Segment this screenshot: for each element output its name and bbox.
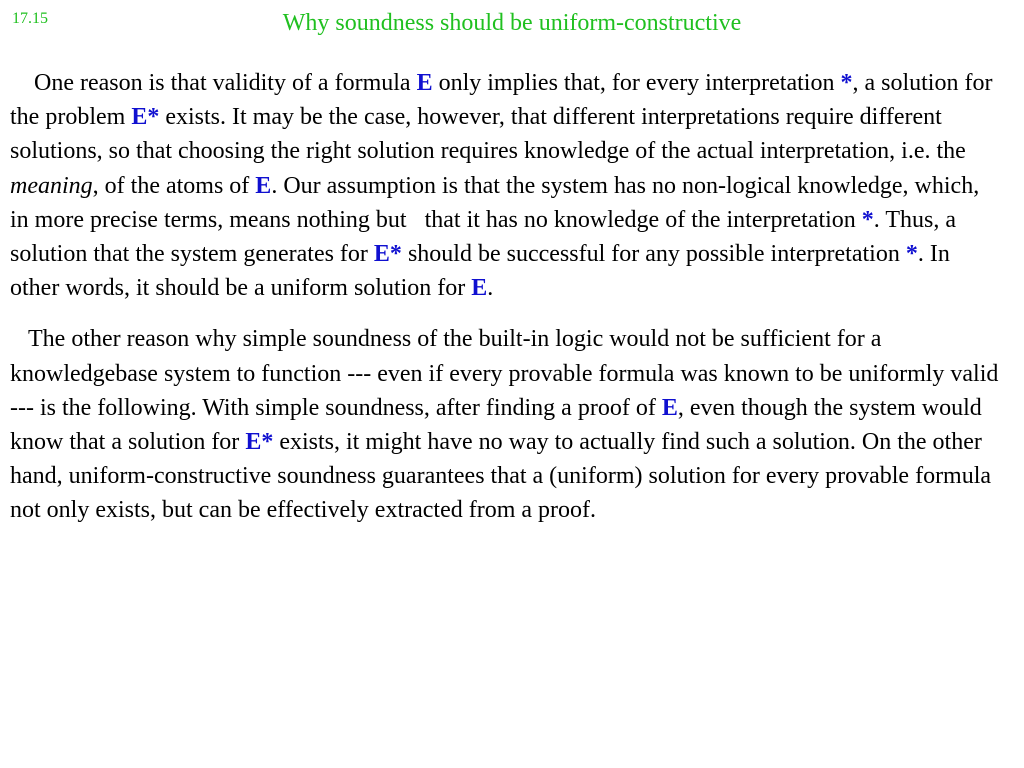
paragraph-1 xyxy=(10,66,1000,305)
slide-number: 17.15 xyxy=(12,10,48,27)
highlighted-symbol: E* xyxy=(245,429,274,456)
text-run: only implies that, for every interpretation xyxy=(432,70,841,96)
highlighted-symbol: * xyxy=(861,206,874,233)
slide-body xyxy=(10,66,1005,545)
text-run: , of the atoms of xyxy=(92,172,256,199)
highlighted-symbol: * xyxy=(840,70,853,96)
highlighted-symbol: E xyxy=(255,172,272,199)
text-run: One reason is that validity of a formula xyxy=(10,70,417,96)
highlighted-symbol: * xyxy=(905,241,918,268)
slide-title: Why soundness should be uniform-constructive xyxy=(282,10,742,36)
highlighted-symbol: E* xyxy=(131,104,160,131)
highlighted-symbol: E xyxy=(471,275,488,302)
text-run: . Our assumption is that the system has no non-logical knowledge, which, in more precise terms, means nothing but that it has no knowledge of the interpretation xyxy=(10,172,986,233)
text-run: The other reason why simple soundness of the built-in logic would not be sufficient for a knowledgebase system to function --- even if every provable formula was known to be uniformly valid --- is the following. With simple soundness, after finding a proof of xyxy=(10,326,1005,421)
text-run: , a solution for the problem xyxy=(10,70,999,131)
text-run: . In other words, it should be a uniform solution for xyxy=(10,241,956,302)
emphasized-text: meaning xyxy=(10,172,93,199)
highlighted-symbol: E* xyxy=(373,241,402,268)
text-run: exists. It may be the case, however, that different interpretations require different solutions, so that choosing the right solution requires knowledge of the actual interpretation, i.e. the xyxy=(10,104,972,165)
text-run: . xyxy=(487,275,494,302)
text-run: exists, it might have no way to actually find such a solution. On the other hand, uniform-constructive soundness guarantees that a (uniform) solution for every provable formula not only exists, but can be effectively extracted from a proof. xyxy=(10,429,998,524)
highlighted-symbol: E xyxy=(661,394,678,421)
paragraph-2 xyxy=(10,322,1005,527)
text-run: should be successful for any possible interpretation xyxy=(401,241,906,268)
text-run: , even though the system would know that a solution for xyxy=(10,394,988,456)
highlighted-symbol: E xyxy=(416,70,433,96)
text-run: . Thus, a solution that the system generates for xyxy=(10,206,963,268)
